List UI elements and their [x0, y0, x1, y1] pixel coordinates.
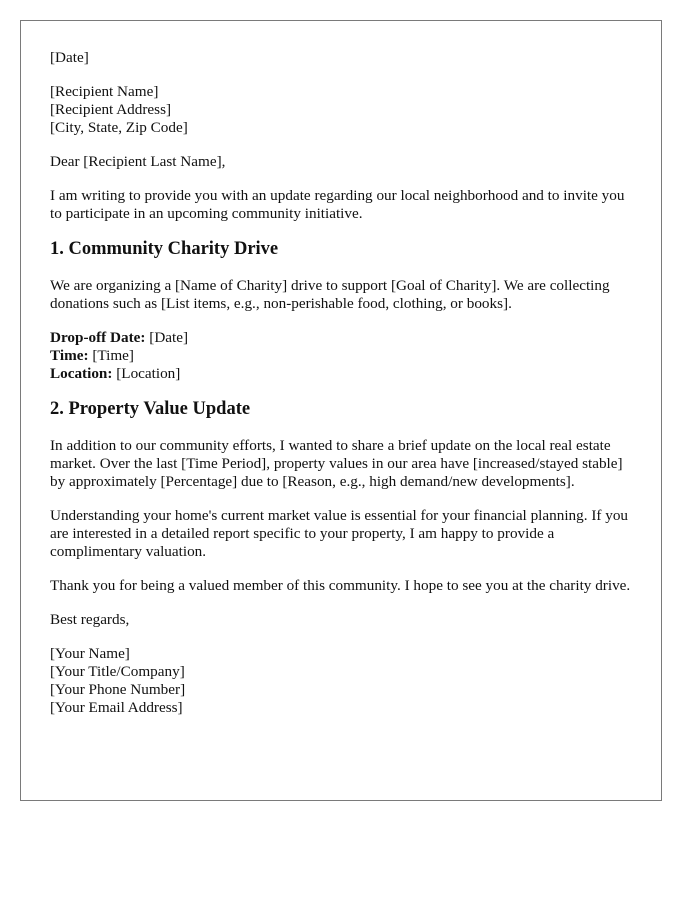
intro-paragraph: I am writing to provide you with an update regarding our local neighborhood and to invite you to participate in an upcoming community initiative. [50, 187, 625, 222]
section-heading-charity-drive: 1. Community Charity Drive [50, 239, 279, 259]
charity-drive-paragraph: We are organizing a [Name of Charity] drive to support [Goal of Charity]. We are collecting donations such as [List items, e.g., non-perishable food, clothing, or books]. [50, 277, 610, 312]
section-heading-property-value: 2. Property Value Update [50, 399, 251, 419]
sender-phone: [Your Phone Number] [50, 681, 186, 698]
sender-email: [Your Email Address] [50, 699, 183, 716]
closing-paragraph: Thank you for being a valued member of this community. I hope to see you at the charity drive. [50, 577, 631, 594]
property-value-paragraph-1: In addition to our community efforts, I wanted to share a brief update on the local real estate market. Over the last [Time Period], property values in our area have [increased/stayed stable] by approximately [Percentage] due to [Reason, e.g., high demand/new developments]. [50, 437, 623, 490]
recipient-address: [Recipient Address] [50, 101, 172, 118]
sender-name: [Your Name] [50, 645, 130, 662]
detail-label: Time: [50, 347, 89, 364]
detail-time [50, 347, 633, 365]
property-value-paragraph-2: Understanding your home's current market value is essential for your financial planning. If you are interested in a detailed report specific to your property, I am happy to provide a complimentary valuation. [50, 507, 629, 560]
detail-label: Drop-off Date: [50, 329, 146, 346]
recipient-name: [Recipient Name] [50, 83, 159, 100]
detail-value: [Location] [112, 365, 181, 382]
detail-location [50, 365, 633, 383]
detail-drop-off-date [50, 329, 633, 347]
sign-off: Best regards, [50, 611, 130, 628]
sender-title-company: [Your Title/Company] [50, 663, 185, 680]
recipient-block [50, 83, 633, 137]
charity-drive-details [50, 329, 633, 383]
recipient-city-state-zip: [City, State, Zip Code] [50, 119, 188, 136]
detail-value: [Date] [145, 329, 189, 346]
letter-date: [Date] [50, 49, 89, 66]
detail-label: Location: [50, 365, 113, 382]
detail-value: [Time] [88, 347, 134, 364]
letter-page [20, 20, 662, 801]
salutation: Dear [Recipient Last Name], [50, 153, 226, 170]
signature-block [50, 645, 633, 717]
